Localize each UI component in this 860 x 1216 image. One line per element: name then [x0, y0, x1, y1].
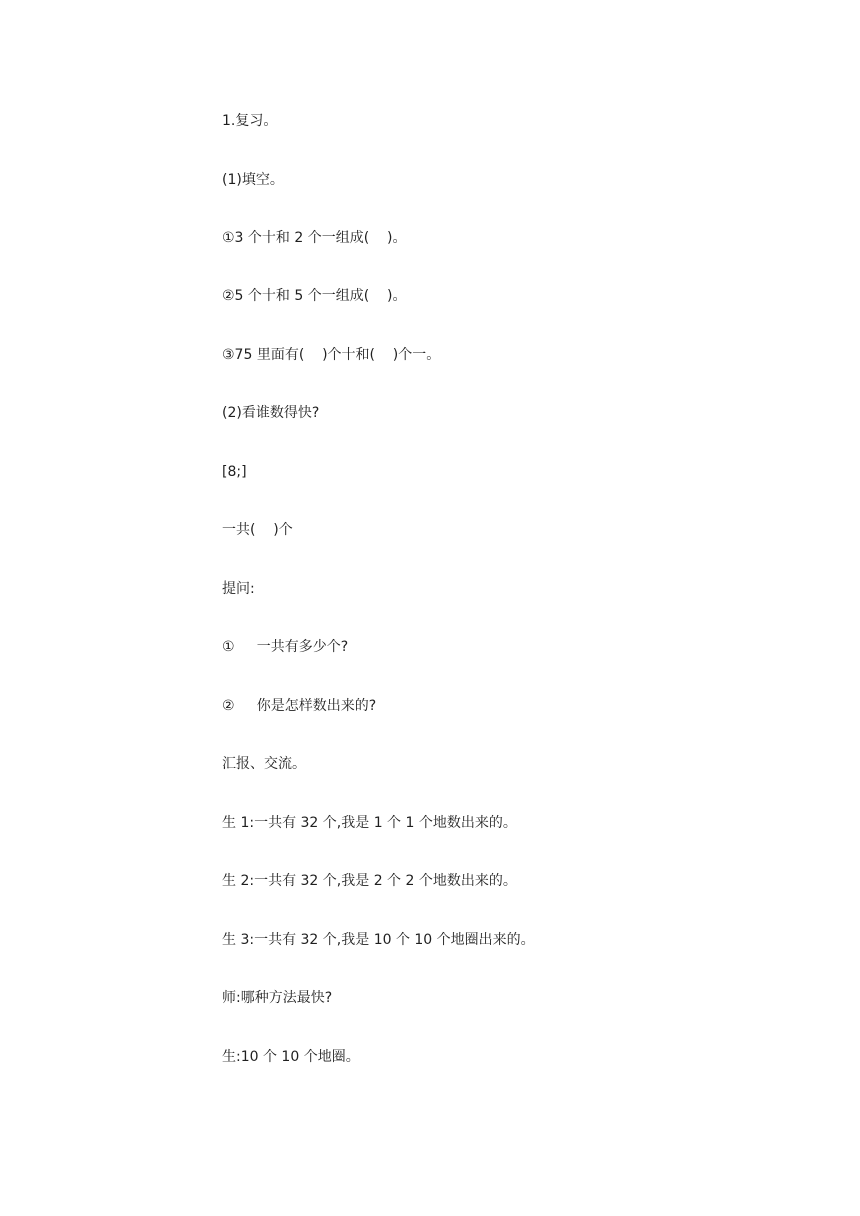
student-final-answer: 生:10 个 10 个地圈。: [222, 1049, 360, 1065]
report-exchange: 汇报、交流。: [222, 756, 306, 772]
image-placeholder: [8;]: [222, 464, 247, 480]
total-count-line: 一共( )个: [222, 522, 293, 538]
prompt-question-2: ② 你是怎样数出来的?: [222, 698, 377, 714]
prompt-label: 提问:: [222, 581, 255, 597]
question-2: ②5 个十和 5 个一组成( )。: [222, 288, 407, 304]
subheading-count-fast: (2)看谁数得快?: [222, 405, 320, 421]
teacher-question: 师:哪种方法最快?: [222, 990, 333, 1006]
question-1: ①3 个十和 2 个一组成( )。: [222, 230, 407, 246]
prompt-question-1: ① 一共有多少个?: [222, 639, 349, 655]
section-heading-review: 1.复习。: [222, 113, 278, 129]
student-answer-3: 生 3:一共有 32 个,我是 10 个 10 个地圈出来的。: [222, 932, 535, 948]
student-answer-1: 生 1:一共有 32 个,我是 1 个 1 个地数出来的。: [222, 815, 517, 831]
subheading-fill-blank: (1)填空。: [222, 172, 284, 188]
student-answer-2: 生 2:一共有 32 个,我是 2 个 2 个地数出来的。: [222, 873, 517, 889]
question-3: ③75 里面有( )个十和( )个一。: [222, 347, 441, 363]
